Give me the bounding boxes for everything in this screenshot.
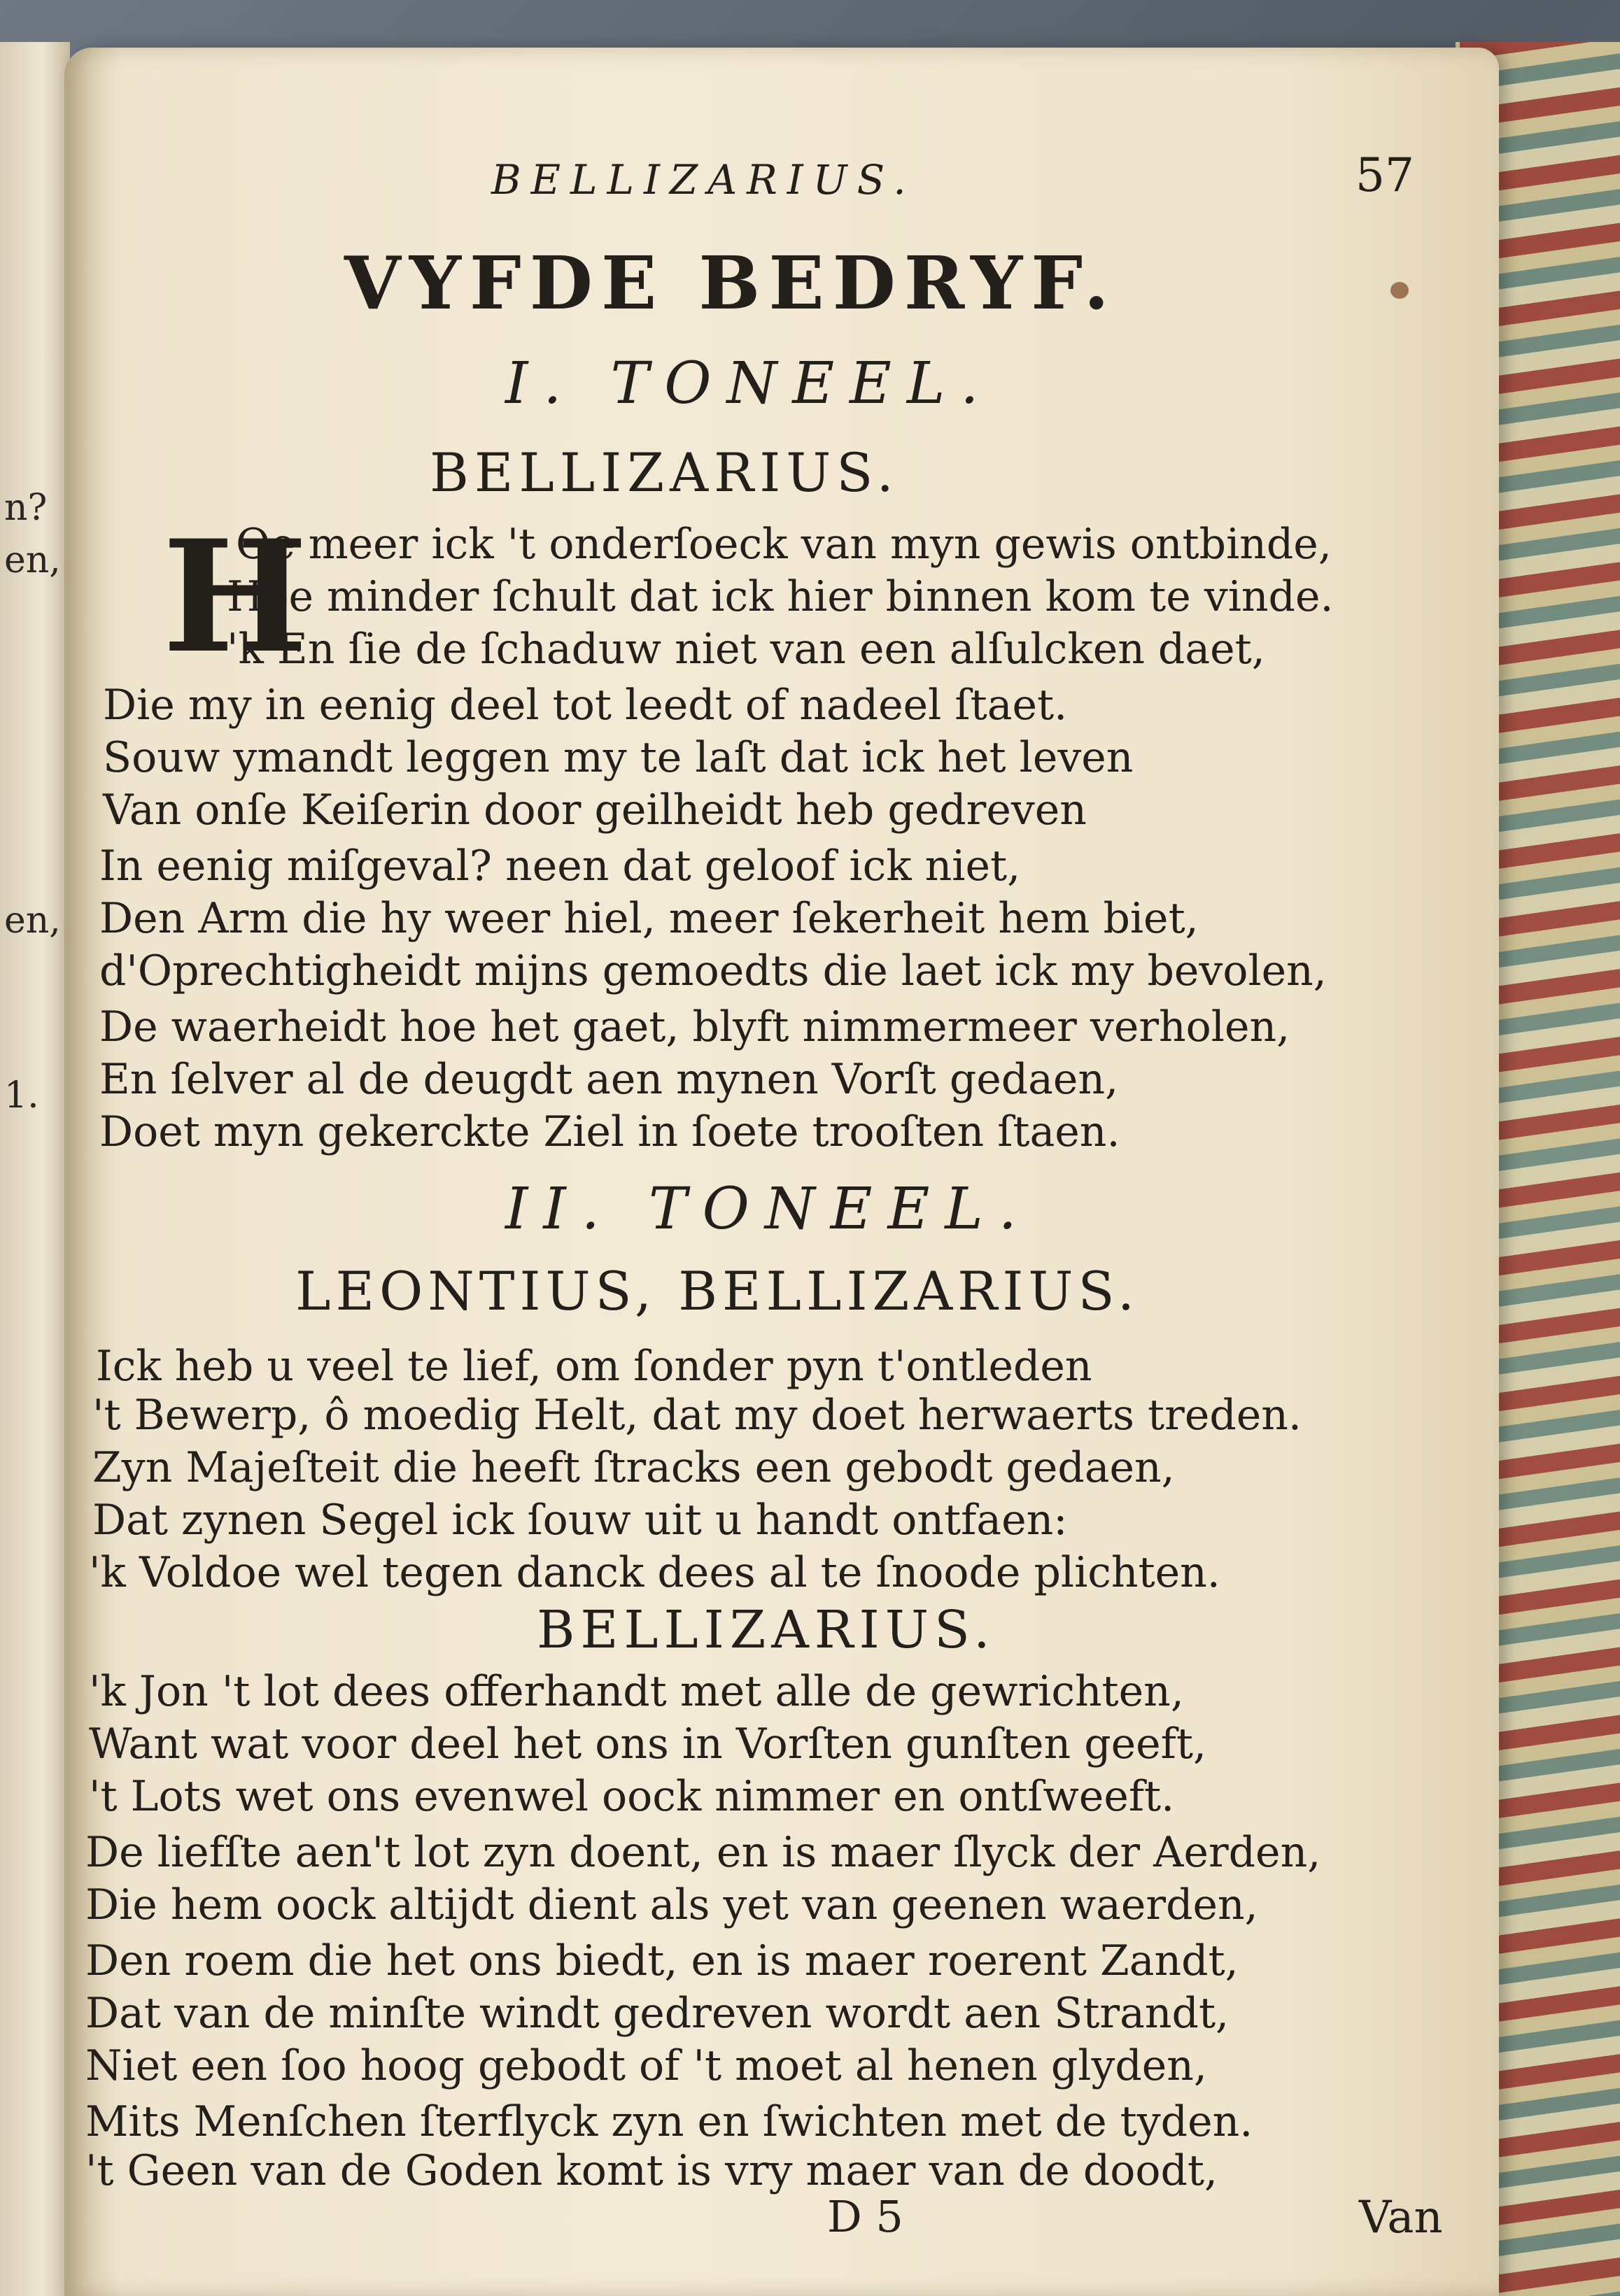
page-number: 57 <box>1355 148 1414 202</box>
verse-line: Die hem oock altijdt dient als yet van geenen waerden, <box>85 1880 1258 1929</box>
verse-line: In eenig miſgeval? neen dat geloof ick niet, <box>99 842 1021 891</box>
verse-line: De liefſte aen't lot zyn doent, en is maer ſlyck der Aerden, <box>85 1828 1321 1877</box>
facing-page-fragment: en, <box>4 900 61 942</box>
book-page <box>64 48 1499 2296</box>
verse-line: 'k Voldoe wel tegen danck dees al te ſnoode plichten. <box>89 1548 1220 1597</box>
speaker-name: BELLIZARIUS. <box>430 441 899 504</box>
verse-line: Niet een ſoo hoog gebodt of 't moet al henen glyden, <box>85 2041 1208 2090</box>
speaker-names: LEONTIUS, BELLIZARIUS. <box>295 1260 1139 1322</box>
facing-page-edge <box>0 42 70 2296</box>
verse-line: Den roem die het ons biedt, en is maer roerent Zandt, <box>85 1936 1239 1985</box>
catchword: Van <box>1359 2192 1443 2244</box>
drop-cap: H <box>162 506 308 687</box>
verse-line: Oe meer ick 't onderſoeck van myn gewis ontbinde, <box>236 520 1332 569</box>
verse-line: d'Oprechtigheidt mijns gemoedts die laet ick my bevolen, <box>99 947 1327 995</box>
facing-page-fragment: n? <box>4 487 48 529</box>
verse-line: Van onſe Keiſerin door geilheidt heb gedreven <box>103 786 1087 835</box>
verse-line: 'k En ſie de ſchaduw niet van een alſulcken daet, <box>227 625 1265 674</box>
facing-page-fragment: 1. <box>4 1075 39 1117</box>
verse-line: Mits Menſchen ſterflyck zyn en ſwichten met de tyden. <box>85 2097 1253 2146</box>
verse-line: Ick heb u veel te lief, om ſonder pyn t'ontleden <box>96 1342 1092 1391</box>
verse-line: 'k Jon 't lot dees offerhandt met alle de gewrichten, <box>89 1667 1184 1716</box>
verse-line: Souw ymandt leggen my te laſt dat ick het leven <box>103 733 1134 782</box>
signature-mark: D 5 <box>827 2191 903 2242</box>
verse-line: Dat van de minſte windt gedreven wordt aen Strandt, <box>85 1989 1230 2038</box>
scene-heading: I. TONEEL. <box>505 350 994 417</box>
verse-line: 't Bewerp, ô moedig Helt, dat my doet herwaerts treden. <box>92 1391 1302 1440</box>
verse-line: Doet myn gekerckte Ziel in ſoete trooſten ſtaen. <box>99 1107 1120 1156</box>
verse-line: Dat zynen Segel ick ſouw uit u handt ontfaen: <box>92 1496 1068 1545</box>
speaker-name: BELLIZARIUS. <box>537 1600 996 1660</box>
verse-line: Den Arm die hy weer hiel, meer ſekerheit hem biet, <box>99 894 1199 943</box>
verse-line: Want wat voor deel het ons in Vorſten gunſten geeft, <box>89 1720 1207 1769</box>
verse-line: 't Lots wet ons evenwel oock nimmer en ontſweeft. <box>89 1772 1175 1821</box>
verse-line: 't Geen van de Goden komt is vry maer van de doodt, <box>85 2146 1218 2195</box>
verse-line: En ſelver al de deugdt aen mynen Vorſt gedaen, <box>99 1055 1119 1104</box>
facing-page-fragment: en, <box>4 539 61 581</box>
scene-heading: II. TONEEL. <box>505 1176 1032 1242</box>
act-title: VYFDE BEDRYF. <box>344 240 1118 326</box>
verse-line: Zyn Majeſteit die heeft ſtracks een gebodt gedaen, <box>92 1443 1175 1492</box>
verse-line: Hoe minder ſchult dat ick hier binnen kom te vinde. <box>227 572 1334 621</box>
verse-line: Die my in eenig deel tot leedt of nadeel ſtaet. <box>103 681 1068 730</box>
ink-stain <box>1390 282 1409 299</box>
verse-line: De waerheidt hoe het gaet, blyft nimmermeer verholen, <box>99 1002 1290 1051</box>
running-title: BELLIZARIUS. <box>491 156 916 204</box>
